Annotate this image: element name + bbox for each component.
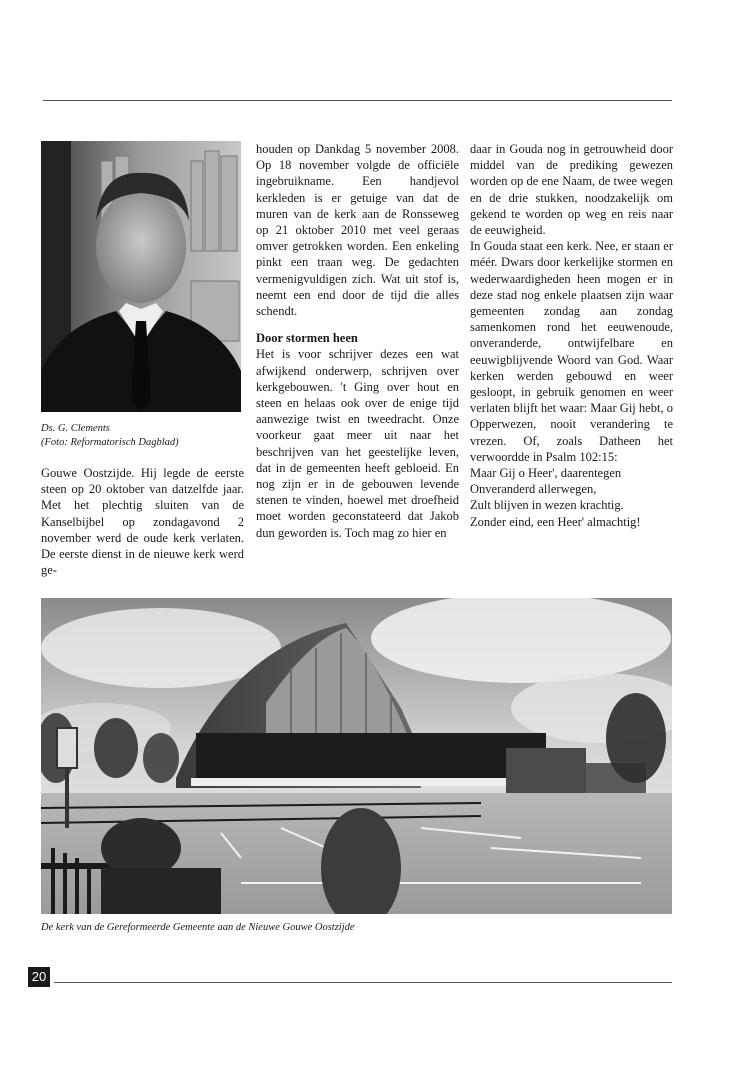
psalm-quote xyxy=(470,465,673,530)
article-column-1 xyxy=(41,465,244,578)
poem-line: Zonder eind, een Heer' almachtig! xyxy=(470,514,641,529)
paragraph: houden op Dankdag 5 november 2008. Op 18 november volgde de officiële ingebruikname. Een handjevol kerkleden is er getuige van dat de muren van de kerk aan de Ronsseweg op 21 oktober 2010 met veel geraas omver getrokken worden. Een enkeling pinkt een traan weg. De gedachten vermenigvuldigen zich. Wat uit stof is, neemt een end door de tijd die alles schendt. xyxy=(256,142,459,319)
paragraph: Gouwe Oostzijde. Hij legde de eerste steen op 20 oktober van datzelfde jaar. Met het plechtig sluiten van de Kanselbijbel op zondagavond 2 november werd de oude kerk verlaten. De eerste dienst in de nieuwe kerk werd ge- xyxy=(41,466,244,578)
section-heading: Door stormen heen xyxy=(256,331,358,346)
header-rule xyxy=(43,100,672,101)
church-caption: De kerk van de Gereformeerde Gemeente aan de Nieuwe Gouwe Oostzijde xyxy=(41,922,355,933)
poem-line: Maar Gij o Heer', daarentegen xyxy=(470,466,622,481)
article-column-2 xyxy=(256,141,459,541)
footer-rule xyxy=(54,982,672,983)
poem-line: Zult blijven in wezen krachtig. xyxy=(470,498,624,513)
portrait-caption xyxy=(41,422,241,450)
article-column-3 xyxy=(470,141,673,530)
paragraph: daar in Gouda nog in getrouwheid door middel van de prediking gewezen worden op de ene Naam, de twee wegen en de drie stukken, noodzakelijk om gekend te worden op weg en reis naar de eeuwigheid. xyxy=(470,142,673,238)
portrait-photo xyxy=(41,141,241,412)
paragraph: In Gouda staat een kerk. Nee, er staan er méér. Dwars door kerkelijke stormen en wederwaardigheden heen mogen er in deze stad nog enkele plaatsen zijn waar gemeenten zondag aan zondag samenkomen rond het eeuwenoude, onveranderde, ontwijfelbare en eeuwigblijvende Woord van God. Waar kerken werden gebouwd en weer gesloopt, in gebruik genomen en weer verlaten blijft het waar: Maar Gij hebt, o Opperwezen, nooit verandering te vrezen. Of, zoals Datheen het verwoordde in Psalm 102:15: xyxy=(470,239,673,464)
church-photo xyxy=(41,598,672,914)
paragraph: Het is voor schrijver dezes een wat afwijkend onderwerp, schrijven over kerkgebouwen. 't Ging over hout en steen en helaas ook over de enige tijd aanwezige twist en tweedracht. Onze voorkeur gaat meer uit naar het beschrijven van het geestelijke leven, dat in de gemeenten heeft gebloeid. En nog zijn er in de gebouwen levende stenen te vinden, hoewel met droefheid moet worden geconstateerd dat Jakob dun geworden is. Toch mag zo hier en xyxy=(256,347,459,540)
portrait-caption-name: Ds. G. Clements xyxy=(41,423,110,434)
portrait-caption-credit: (Foto: Reformatorisch Dagblad) xyxy=(41,437,179,448)
page-number: 20 xyxy=(28,967,50,987)
poem-line: Onveranderd allerwegen, xyxy=(470,482,597,497)
